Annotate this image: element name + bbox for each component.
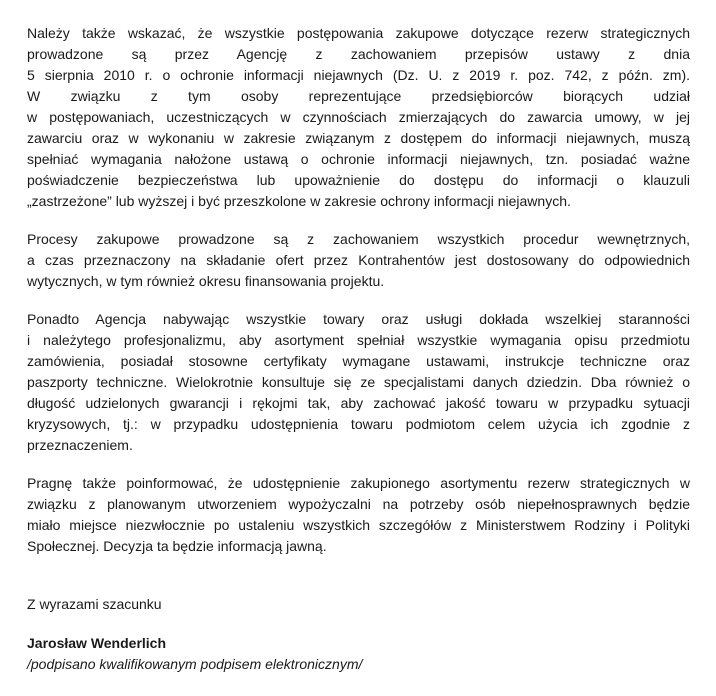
paragraph-line: Ponadto Agencja nabywając wszystkie towary oraz usługi dokłada wszelkiej staranności [27, 311, 690, 327]
paragraph [27, 309, 690, 456]
letter-body [27, 23, 690, 557]
paragraph-line: 5 sierpnia 2010 r. o ochronie informacji niejawnych (Dz. U. z 2019 r. poz. 742, z późn. zm). [27, 67, 690, 83]
closing-salutation: Z wyrazami szacunku [27, 596, 162, 612]
paragraph-line: związku z planowanym utworzeniem wypożyczalni na potrzeby osób niepełnosprawnych będzie [27, 496, 690, 512]
paragraph-line: „zastrzeżone” lub wyższej i być przeszkolone w zakresie ochrony informacji niejawnych. [27, 193, 571, 209]
paragraph-line: zawarciu oraz w wykonaniu w zakresie związanym z dostępem do informacji niejawnych, muszą [27, 130, 690, 146]
paragraph-line: poświadczenie bezpieczeństwa lub upoważnienie do dostępu do informacji o klauzuli [27, 172, 690, 188]
paragraph [27, 473, 690, 557]
paragraph-line: przeznaczeniem. [27, 437, 133, 453]
paragraph-line: spełniać wymagania nałożone ustawą o ochronie informacji niejawnych, tzn. posiadać ważne [27, 151, 690, 167]
paragraph-line: a czas przeznaczony na składanie ofert przez Kontrahentów jest dostosowany do odpowiednich [27, 252, 690, 268]
paragraph-line: W związku z tym osoby reprezentujące przedsiębiorców biorących udział [27, 88, 690, 104]
signature-name: Jarosław Wenderlich [27, 635, 167, 651]
paragraph-line: kryzysowych, tj.: w przypadku udostępnienia towaru podmiotom celem użycia ich zgodnie z [27, 416, 690, 432]
paragraph-line: miało miejsce niezwłocznie po ustaleniu wszystkich szczegółów z Ministerstwem Rodziny i Polityki [27, 517, 690, 533]
paragraph-line: i należytego profesjonalizmu, aby asortyment spełniał wszystkie wymagania opisu przedmiotu [27, 332, 690, 348]
paragraph-line: zamówienia, posiadał stosowne certyfikaty wymagane ustawami, instrukcje techniczne oraz [27, 353, 690, 369]
paragraph-line: Społecznej. Decyzja ta będzie informacją jawną. [27, 538, 327, 554]
paragraph-line: prowadzone są przez Agencję z zachowaniem przepisów ustawy z dnia [27, 46, 690, 62]
paragraph-line: wytycznych, w tym również okresu finansowania projektu. [27, 273, 385, 289]
paragraph-line: Procesy zakupowe prowadzone są z zachowaniem wszystkich procedur wewnętrznych, [27, 231, 690, 247]
paragraph-line: paszporty techniczne. Wielokrotnie konsultuje się ze specjalistami danych dziedzin. Dba również o [27, 374, 690, 390]
paragraph-line: Pragnę także poinformować, że udostępnienie zakupionego asortymentu rezerw strategicznych w [27, 475, 690, 491]
paragraph-line: długość udzielonych gwarancji i rękojmi tak, aby zachować jakość towaru w przypadku sytuacji [27, 395, 690, 411]
paragraph-line: w postępowaniach, uczestniczących w czynnościach zmierzających do zawarcia umowy, w jej [27, 109, 690, 125]
signature-note: /podpisano kwalifikowanym podpisem elektronicznym/ [27, 656, 363, 672]
paragraph [27, 229, 690, 292]
paragraph-line: Należy także wskazać, że wszystkie postępowania zakupowe dotyczące rezerw strategicznych [27, 25, 690, 41]
paragraph [27, 23, 690, 212]
